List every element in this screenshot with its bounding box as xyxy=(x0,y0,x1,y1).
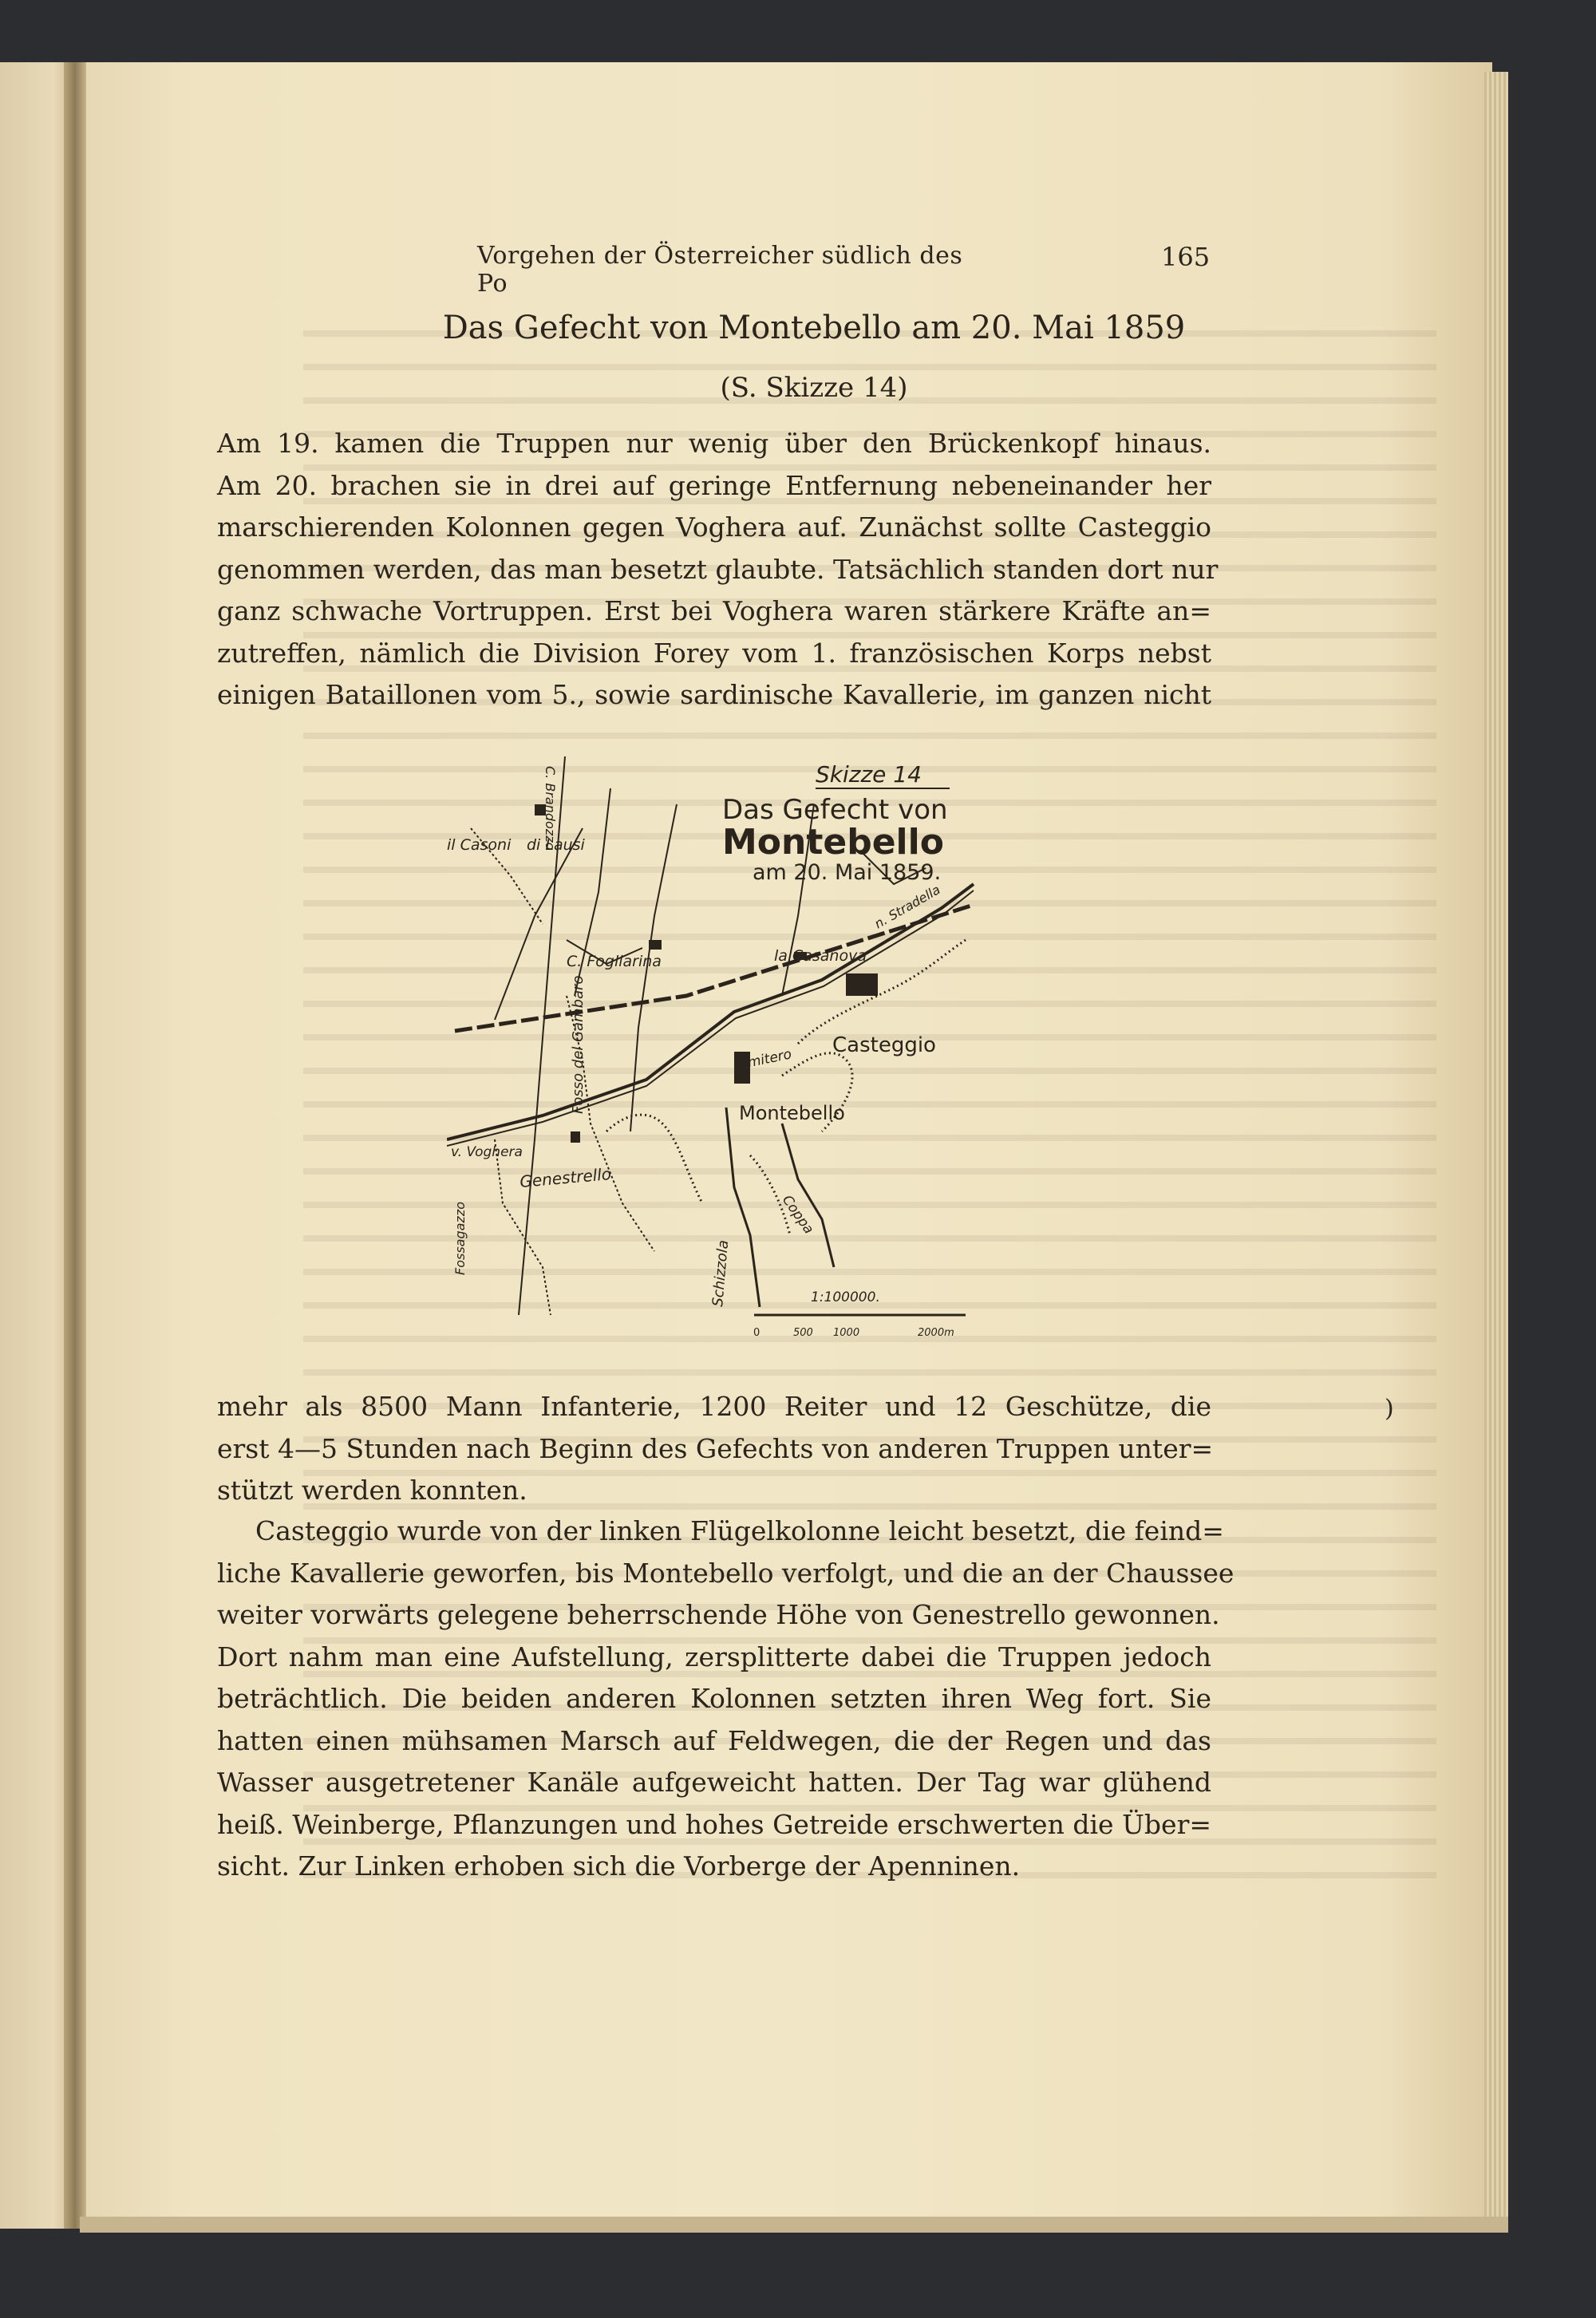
text-line: beträchtlich. Die beiden anderen Kolonnen setzten ihren Weg fort. Sie xyxy=(217,1683,1211,1714)
text-line: sicht. Zur Linken erhoben sich die Vorberge der Apenninen. xyxy=(217,1850,1021,1882)
text-line: stützt werden konnten. xyxy=(217,1475,527,1506)
bottom-page-edge xyxy=(80,2217,1508,2233)
text-line: Am 19. kamen die Truppen nur wenig über den Brückenkopf hinaus. xyxy=(217,428,1211,459)
scale-tick: 2000m xyxy=(918,1327,954,1339)
railway-line xyxy=(455,905,974,1031)
text-line: erst 4—5 Stunden nach Beginn des Gefechts von anderen Truppen unter= xyxy=(217,1432,1214,1464)
place-n-stradella: n. Stradella xyxy=(871,882,943,932)
place-schizzola: Schizzola xyxy=(709,1239,733,1308)
text-line: Am 20. brachen sie in drei auf geringe Entfernung nebeneinander her xyxy=(217,469,1211,501)
section-reference: (S. Skizze 14) xyxy=(720,372,908,404)
place-cimitero: Cimitero xyxy=(733,1046,793,1074)
casteggio-marker xyxy=(846,973,878,996)
place-coppa: Coppa xyxy=(778,1192,817,1238)
text-line: einigen Bataillonen vom 5., sowie sardinische Kavallerie, im ganzen nicht xyxy=(217,679,1211,710)
place-il-casoni: il Casoni xyxy=(447,836,512,854)
scale-tick: 0 xyxy=(753,1327,760,1339)
text-line: genommen werden, das man besetzt glaubte. Tatsächlich standen dort nur xyxy=(217,553,1219,585)
place-di-lausi: di Lausi xyxy=(527,836,585,854)
sketch-label: Skizze 14 xyxy=(816,761,922,788)
map-sketch-14 xyxy=(447,756,982,1345)
settlement-marker xyxy=(649,940,662,950)
text-line: hatten einen mühsamen Marsch auf Feldwegen, die der Regen und das xyxy=(217,1724,1211,1756)
place-c-fogliarina: C. Fogliarina xyxy=(567,953,662,970)
scale-tick: 500 xyxy=(793,1327,813,1339)
place-fossagazzo: Fossagazzo xyxy=(452,1201,468,1275)
sketch-title-line1: Das Gefecht von xyxy=(722,794,948,826)
text-line: ganz schwache Vortruppen. Erst bei Voghera waren stärkere Kräfte an= xyxy=(217,595,1211,626)
scale-tick: 1000 xyxy=(833,1327,860,1339)
paragraph-2 xyxy=(217,1386,1214,1512)
place-montebello: Montebello xyxy=(739,1102,845,1124)
page-number: 165 xyxy=(1161,242,1211,272)
place-la-casanova: la Casanova xyxy=(774,947,867,965)
text-line: Casteggio wurde von der linken Flügelkolonne leicht besetzt, die feind= xyxy=(255,1515,1224,1546)
sketch-title-line2: Montebello xyxy=(722,822,944,863)
genestrello-marker xyxy=(571,1131,580,1143)
paragraph-3 xyxy=(217,1510,1235,1888)
margin-mark: ) xyxy=(1385,1395,1394,1423)
text-line: Wasser ausgetretener Kanäle aufgeweicht hatten. Der Tag war glühend xyxy=(217,1767,1211,1798)
scale-ratio: 1:100000. xyxy=(811,1289,880,1305)
section-title: Das Gefecht von Montebello am 20. Mai 1859 xyxy=(442,310,1186,346)
text-line: marschierenden Kolonnen gegen Voghera auf. Zunächst sollte Casteggio xyxy=(217,511,1211,543)
hill-contour xyxy=(750,1155,790,1235)
place-casteggio: Casteggio xyxy=(832,1033,936,1057)
stream-schizzola xyxy=(726,1108,760,1307)
sketch-date: am 20. Mai 1859. xyxy=(753,860,942,885)
place-fosso-del-gambaro: Fosso del Gambaro xyxy=(570,975,587,1114)
place-v-voghera: v. Voghera xyxy=(451,1144,523,1160)
paragraph-1 xyxy=(217,423,1219,717)
text-line: zutreffen, nämlich die Division Forey vom 1. französischen Korps nebst xyxy=(217,637,1211,669)
text-line: liche Kavallerie geworfen, bis Montebello verfolgt, und die an der Chaussee xyxy=(217,1557,1235,1589)
running-head: Vorgehen der Österreicher südlich des Po xyxy=(477,242,963,298)
place-genestrello: Genestrello xyxy=(519,1164,612,1191)
place-c-brandozzo: C. Brandozzo xyxy=(543,766,558,851)
stream xyxy=(495,1139,551,1315)
hill-contour xyxy=(606,1115,702,1203)
text-line: weiter vorwärts gelegene beherrschende Höhe von Genestrello gewonnen. xyxy=(217,1599,1220,1630)
text-line: heiß. Weinberge, Pflanzungen und hohes Getreide erschwerten die Über= xyxy=(217,1808,1211,1840)
text-line: Dort nahm man eine Aufstellung, zersplitterte dabei die Truppen jedoch xyxy=(217,1641,1211,1672)
text-line: mehr als 8500 Mann Infanterie, 1200 Reiter und 12 Geschütze, die xyxy=(217,1391,1211,1422)
